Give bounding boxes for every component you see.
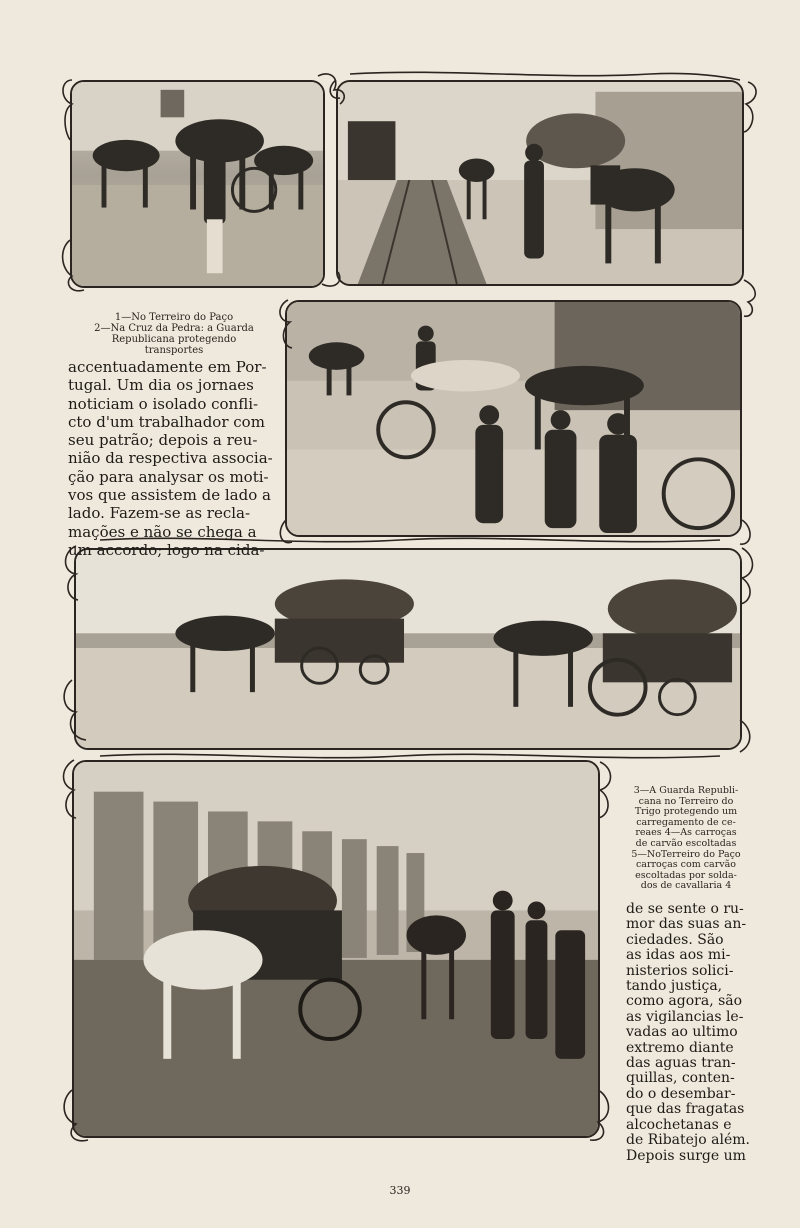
page-number: 339 <box>389 1184 411 1197</box>
photo-carrocas-de-carvao-4 <box>74 548 742 750</box>
caption-photos-3-4-5 <box>612 786 760 892</box>
photo-terreiro-do-paco-1 <box>70 80 325 288</box>
text-line: vadas ao ultimo <box>626 1024 738 1041</box>
text-line: cto d'um trabalhador com <box>68 412 265 431</box>
caption-line: 1—No Terreiro do Paço <box>114 312 234 323</box>
body-text-left <box>68 358 278 559</box>
text-line: nisterios solici- <box>626 962 734 979</box>
text-line: as idas aos mi- <box>626 947 731 964</box>
text-line: um accordo; logo na cida- <box>68 540 265 559</box>
text-line: alcochetanas e <box>626 1116 732 1133</box>
text-line: de Ribatejo além. <box>626 1132 750 1149</box>
text-line: nião da respectiva associa- <box>68 449 273 468</box>
photo-cruz-da-pedra-2 <box>336 80 744 286</box>
text-line: tando justiça, <box>626 978 723 995</box>
text-line: vos que assistem de lado a <box>68 486 271 505</box>
text-line: tugal. Um dia os jornaes <box>68 376 254 395</box>
text-line: das aguas tran- <box>626 1055 736 1072</box>
caption-line: escoltadas por solda- <box>635 869 737 881</box>
text-line: extremo diante <box>626 1039 734 1056</box>
text-line: lado. Fazem-se as recla- <box>68 504 251 523</box>
caption-photos-1-2 <box>68 312 280 356</box>
text-line: do o desembar- <box>626 1085 736 1102</box>
text-line: como agora, são <box>626 993 743 1010</box>
text-line: seu patrão; depois a reu- <box>68 431 258 450</box>
caption-line: cana no Terreiro do <box>638 795 734 807</box>
caption-line: 3—A Guarda Republi- <box>633 785 739 796</box>
caption-line: de carvão escoltadas <box>635 837 737 849</box>
text-line: Depois surge um <box>626 1147 746 1164</box>
caption-line: Republicana protegendo <box>111 334 237 345</box>
text-line: ção para analysar os moti- <box>68 467 269 486</box>
text-line: accentuadamente em Por- <box>68 358 267 376</box>
text-line: mações e não se chega a <box>68 522 257 541</box>
caption-line: 5—NoTerreiro do Paço <box>631 848 741 860</box>
text-line: mor das suas an- <box>626 916 747 933</box>
text-line: ciedades. São <box>626 931 724 948</box>
text-line: quillas, conten- <box>626 1070 735 1087</box>
caption-line: transportes <box>144 345 204 356</box>
text-line: que das fragatas <box>626 1101 745 1118</box>
photo-guarda-republicana-3 <box>285 300 742 537</box>
caption-line: Trigo protegendo um <box>634 806 738 818</box>
caption-line: reaes 4—As carroças <box>635 827 737 839</box>
text-line: de se sente o ru- <box>626 901 744 917</box>
text-line: noticiam o isolado confli- <box>68 394 259 413</box>
caption-line: 2—Na Cruz da Pedra: a Guarda <box>94 323 254 334</box>
caption-line: carregamento de ce- <box>636 816 736 828</box>
body-text-right <box>626 902 776 1164</box>
photo-terreiro-do-paco-5 <box>72 760 600 1138</box>
caption-line: carroças com carvão <box>635 859 736 871</box>
caption-line: dos de cavallaria 4 <box>640 880 732 892</box>
text-line: as vigilancias le- <box>626 1008 744 1025</box>
